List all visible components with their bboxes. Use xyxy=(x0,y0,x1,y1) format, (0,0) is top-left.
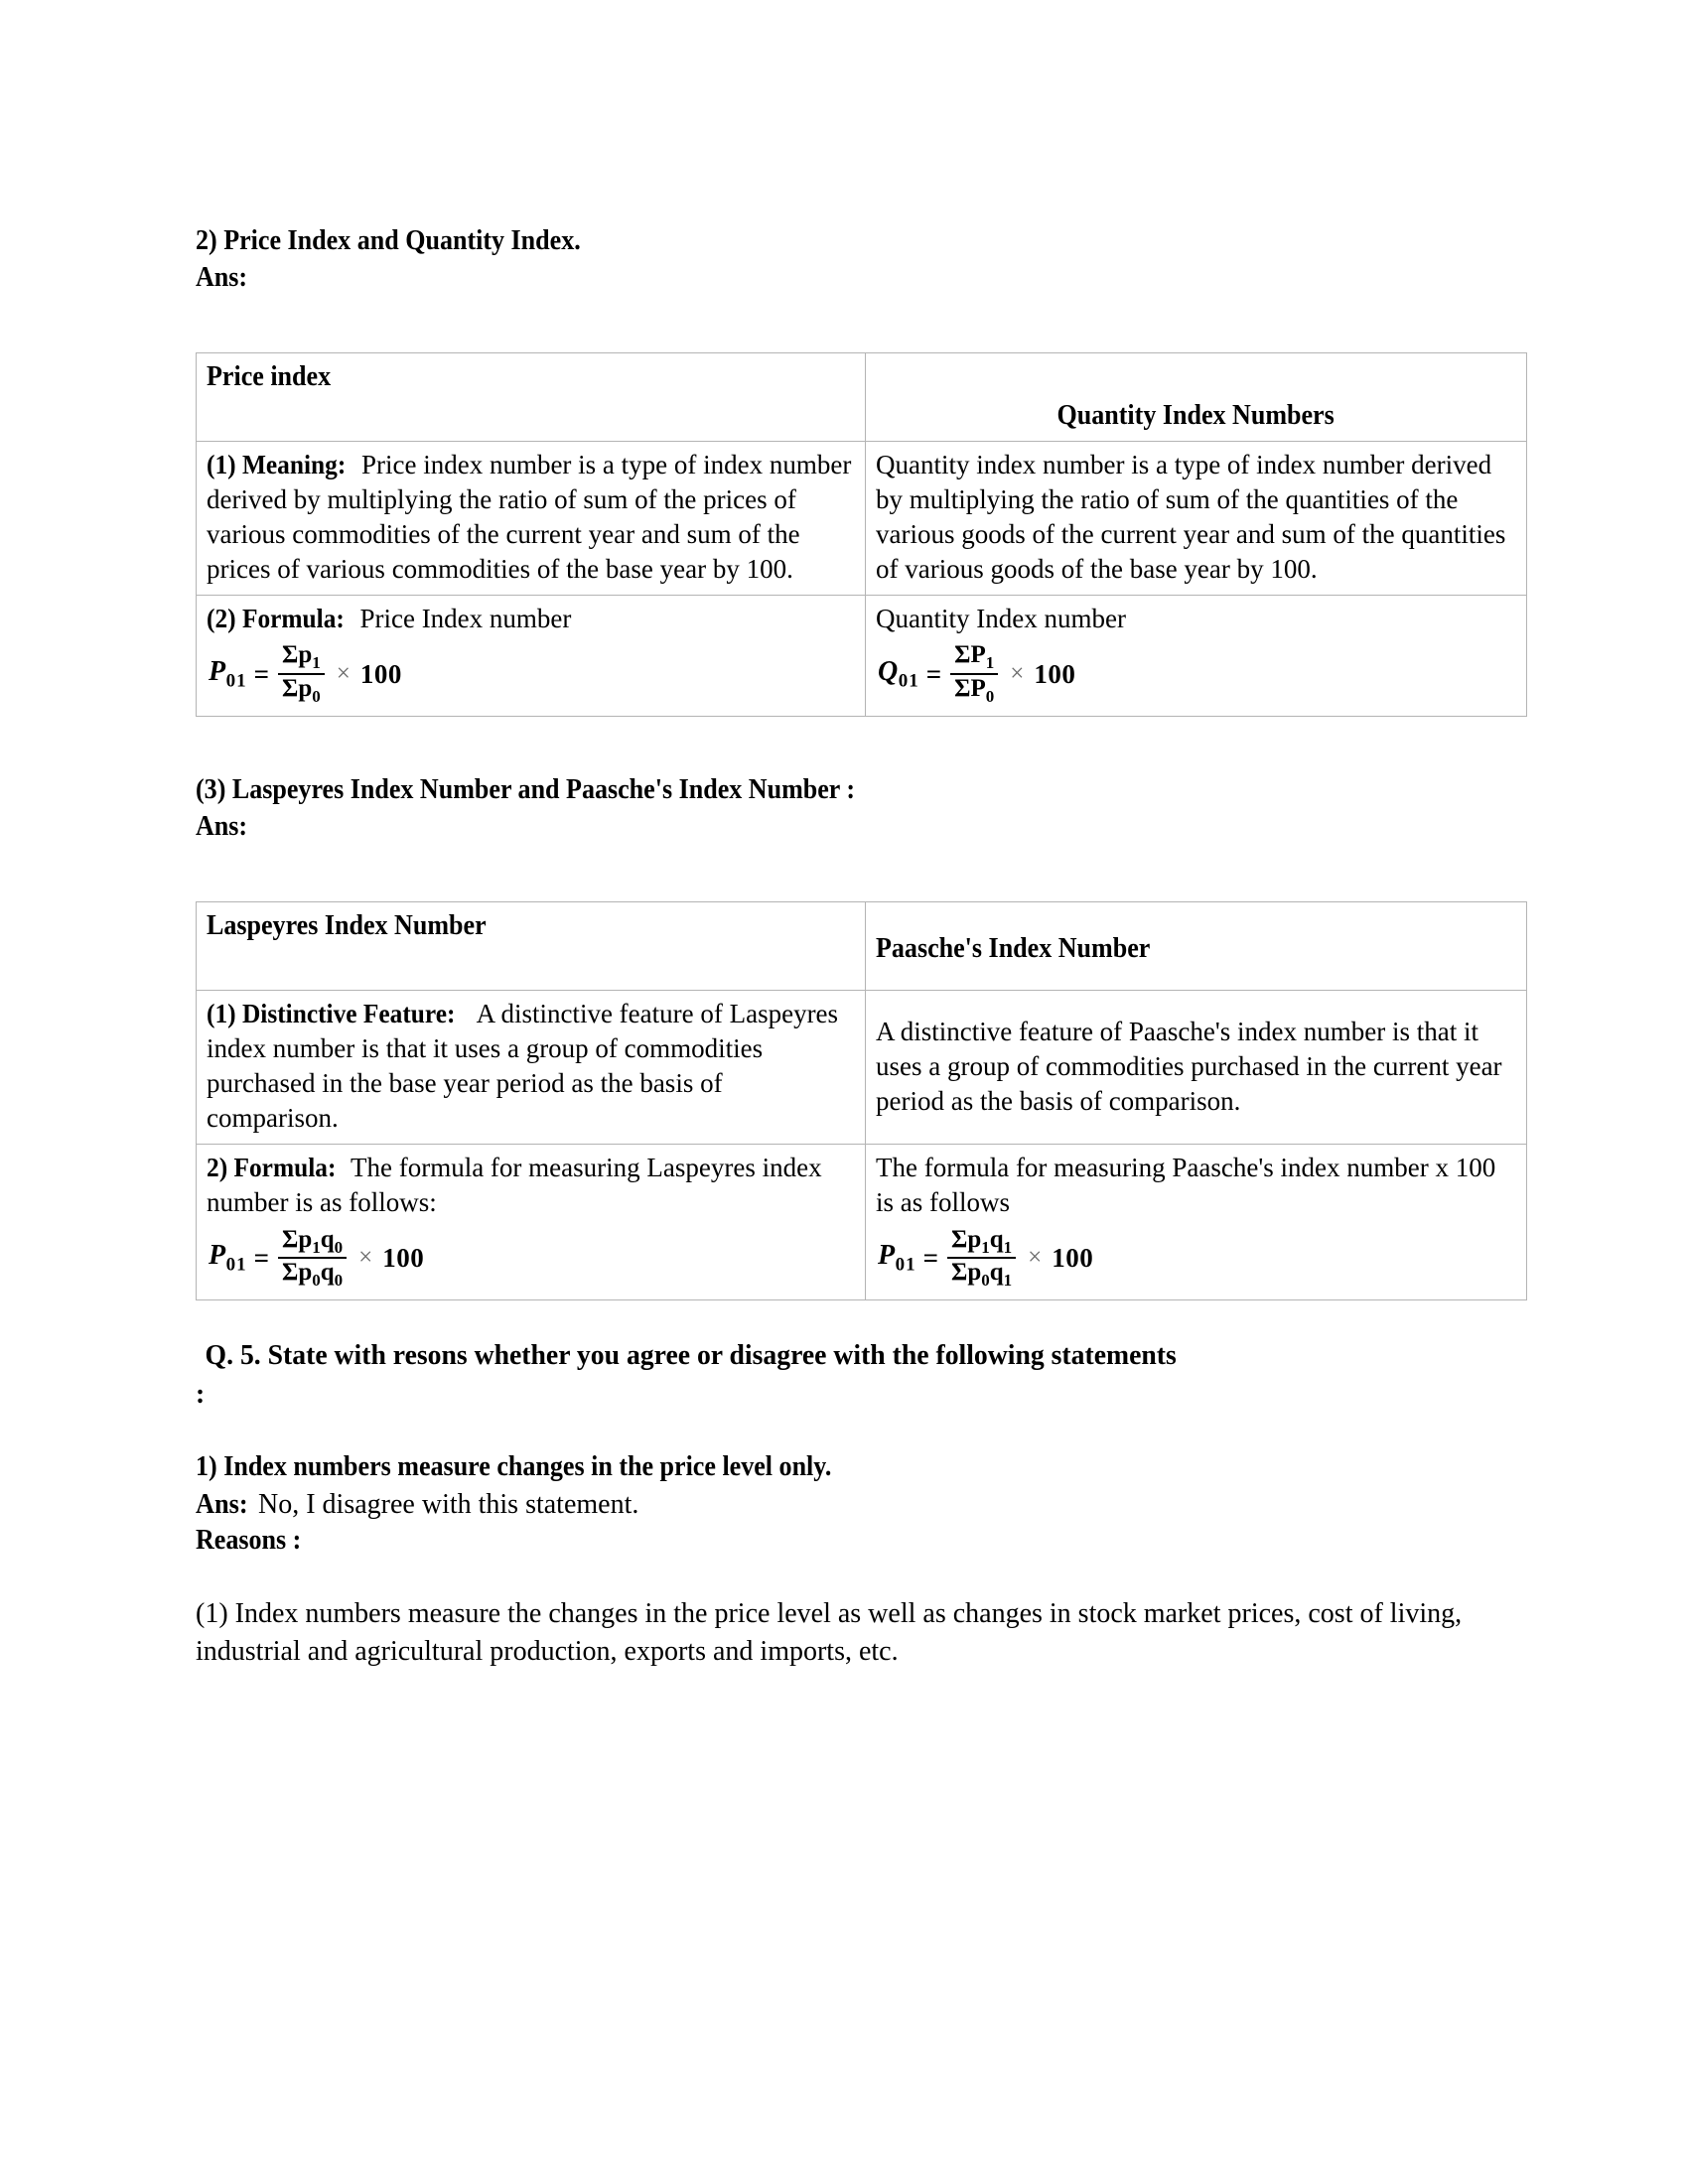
cell-lead-label: (1) Meaning: xyxy=(207,449,347,479)
formula-fraction xyxy=(278,1227,347,1291)
cell-body-text: A distinctive feature of Laspeyres index number is that it uses a group of commodities purchased in the base year period as the basis of comparison. xyxy=(207,998,839,1134)
cell-laspeyres-feature xyxy=(197,990,866,1144)
formula-numerator: $\Sigma P_1$ xyxy=(954,641,995,673)
spacer xyxy=(196,1414,1486,1449)
cell-quantity-formula xyxy=(866,596,1527,717)
formula-multiplier: 100 xyxy=(359,658,402,689)
cell-body-text: Quantity Index number xyxy=(876,604,1126,634)
cell-price-meaning xyxy=(197,441,866,595)
price-quantity-comparison-table xyxy=(196,352,1527,717)
cell-body-text: Quantity index number is a type of index number derived by multiplying the ratio of sum of the quantities of the various goods of the current year and sum of the quantities of various goods of the base year by 100. xyxy=(876,449,1506,585)
cell-lead-label: (1) Distinctive Feature: xyxy=(207,998,456,1028)
formula-lhs: $Q_{01}$ xyxy=(878,656,919,692)
formula-multiply-sign: × xyxy=(358,1244,373,1272)
formula-fraction xyxy=(278,642,325,706)
spacer xyxy=(196,1560,1486,1595)
q5-reasons-label: Reasons : xyxy=(196,1525,302,1557)
header-cell-paasche xyxy=(866,901,1527,990)
question-3-ans-label: Ans: xyxy=(196,811,248,843)
spacer xyxy=(196,717,1486,772)
formula-multiply-sign: × xyxy=(1028,1244,1043,1272)
formula-price-index xyxy=(207,642,855,706)
document-content xyxy=(196,223,1506,1670)
formula-multiplier: 100 xyxy=(382,1242,425,1273)
header-label-quantity-index: Quantity Index Numbers xyxy=(1056,399,1336,431)
cell-body-text: A distinctive feature of Paasche's index number is that it uses a group of commodities purchased in the current year period as the basis of comparison. xyxy=(876,1016,1502,1116)
formula-fraction xyxy=(950,642,998,706)
formula-denominator: $\Sigma p_0$ xyxy=(278,673,325,706)
cell-laspeyres-formula xyxy=(197,1145,866,1300)
question-3-heading: (3) Laspeyres Index Number and Paasche's Index Number : xyxy=(196,774,856,806)
question-2-heading: 2) Price Index and Quantity Index. xyxy=(196,225,581,256)
formula-lhs: $P_{01}$ xyxy=(209,1240,247,1276)
cell-lead-label: (2) Formula: xyxy=(207,604,345,634)
header-label-paasche: Paasche's Index Number xyxy=(876,933,1151,965)
question-5-heading-line1: Q. 5. State with resons whether you agree or disagree with the following statements xyxy=(205,1339,1177,1372)
table-row xyxy=(197,990,1527,1144)
header-label-laspeyres: Laspeyres Index Number xyxy=(207,909,487,941)
formula-equals-sign: = xyxy=(922,1242,938,1273)
formula-lhs: $P_{01}$ xyxy=(878,1240,916,1276)
table-row xyxy=(197,441,1527,595)
cell-body-text: The formula for measuring Laspeyres index number is as follows: xyxy=(207,1153,822,1218)
table-header-row xyxy=(197,352,1527,441)
formula-equals-sign: = xyxy=(925,658,942,689)
ans-label: Ans: xyxy=(196,1488,248,1520)
table-row xyxy=(197,1145,1527,1300)
cell-lead-label: 2) Formula: xyxy=(207,1153,337,1183)
formula-numerator: $\Sigma p_1$ xyxy=(282,641,321,673)
formula-laspeyres-index xyxy=(207,1227,855,1291)
formula-equals-sign: = xyxy=(253,658,269,689)
table-header-row xyxy=(197,901,1527,990)
spacer xyxy=(196,1300,1486,1336)
question-5-heading-line2: : xyxy=(196,1378,206,1411)
formula-quantity-index xyxy=(876,642,1516,706)
cell-body-text: Price index number is a type of index number derived by multiplying the ratio of sum of the prices of various commodities of the current year and sum of the prices of various commodities of the base year by 100. xyxy=(207,449,852,585)
formula-multiply-sign: × xyxy=(1010,659,1025,687)
q5-answer-1 xyxy=(196,1486,1486,1524)
laspeyres-paasche-comparison-table xyxy=(196,901,1527,1300)
formula-numerator: $\Sigma p_1q_1$ xyxy=(951,1225,1013,1257)
formula-multiplier: 100 xyxy=(1052,1242,1094,1273)
header-cell-quantity-index xyxy=(866,352,1527,441)
q5-reason-1: (1) Index numbers measure the changes in the price level as well as changes in stock market prices, cost of living, industrial and agricultural production, exports and imports, etc. xyxy=(196,1598,1463,1667)
formula-numerator: $\Sigma p_1q_0$ xyxy=(282,1225,344,1257)
cell-quantity-meaning xyxy=(866,441,1527,595)
formula-equals-sign: = xyxy=(253,1242,269,1273)
spacer xyxy=(196,297,1486,352)
header-cell-laspeyres xyxy=(197,901,866,990)
header-label-price-index: Price index xyxy=(207,360,332,392)
formula-paasche-index xyxy=(876,1227,1516,1291)
spacer xyxy=(196,846,1486,901)
ans-text: No, I disagree with this statement. xyxy=(251,1488,639,1520)
formula-denominator: $\Sigma p_0q_0$ xyxy=(278,1257,347,1290)
formula-lhs: $P_{01}$ xyxy=(209,656,247,692)
q5-statement-1: 1) Index numbers measure changes in the price level only. xyxy=(196,1450,832,1482)
table-row xyxy=(197,596,1527,717)
question-2-ans-label: Ans: xyxy=(196,261,248,293)
cell-body-text: The formula for measuring Paasche's index number x 100 is as follows xyxy=(876,1153,1496,1218)
formula-multiply-sign: × xyxy=(336,659,351,687)
header-cell-price-index xyxy=(197,352,866,441)
cell-paasche-feature xyxy=(866,990,1527,1144)
formula-multiplier: 100 xyxy=(1034,658,1076,689)
formula-denominator: $\Sigma P_0$ xyxy=(950,673,998,706)
cell-body-text: Price Index number xyxy=(352,604,572,634)
formula-fraction xyxy=(947,1227,1016,1291)
formula-denominator: $\Sigma p_0q_1$ xyxy=(947,1257,1016,1290)
cell-price-formula xyxy=(197,596,866,717)
cell-paasche-formula xyxy=(866,1145,1527,1300)
